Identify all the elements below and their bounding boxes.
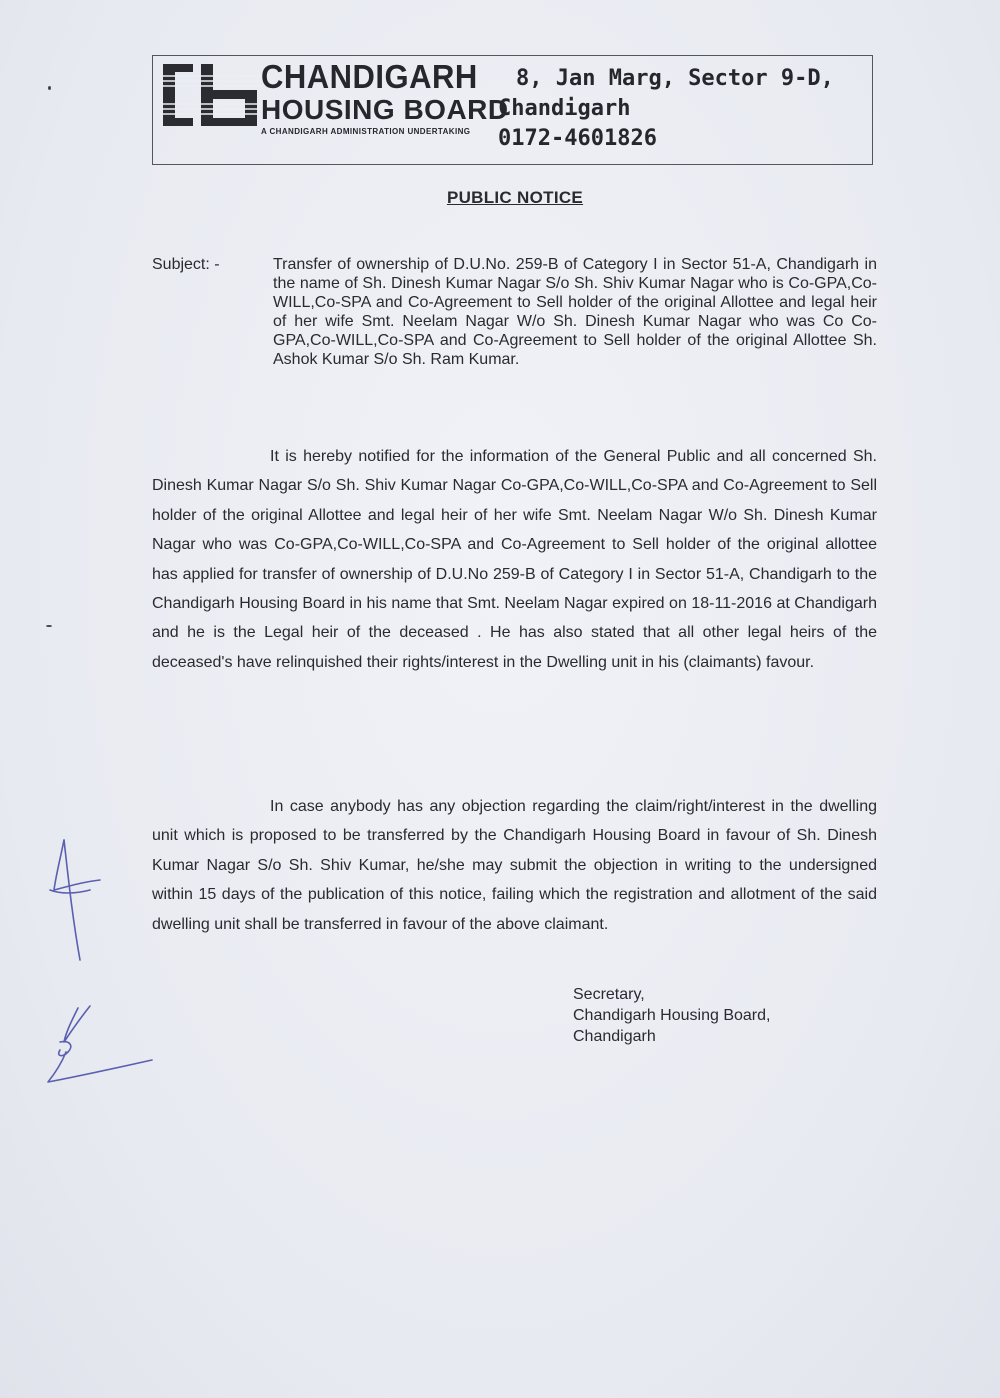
org-name-line1: CHANDIGARH [261, 57, 478, 96]
organization-name [261, 57, 509, 136]
signatory-organization: Chandigarh Housing Board, [573, 1007, 771, 1024]
org-name-line2: HOUSING BOARD [261, 94, 509, 125]
org-tagline: A CHANDIGARH ADMINISTRATION UNDERTAKING [261, 127, 471, 136]
org-address [498, 64, 858, 154]
paragraph-2-text: In case anybody has any objection regarding the claim/right/interest in the dwelling unit which is proposed to be transferred by the Chandigarh Housing Board in favour of Sh. Dinesh Kumar Nagar S/o Sh. Shiv Kumar, he/she may submit the objection in writing to the undersigned within 15 days of the publication of this notice, failing which the registration and allotment of the said dwelling unit shall be transferred in favour of the above claimant. [152, 798, 877, 933]
scan-speck [48, 86, 51, 90]
scan-speck [46, 625, 52, 627]
address-line2: Chandigarh [498, 96, 631, 121]
signatory-city: Chandigarh [573, 1028, 656, 1045]
phone-number: 0172-4601826 [498, 126, 657, 151]
address-line1: 8, Jan Marg, Sector 9-D, [516, 66, 834, 91]
signatory-title: Secretary, [573, 986, 645, 1003]
signatory-block [573, 984, 770, 1047]
handwritten-initials [20, 820, 160, 1100]
subject-label: Subject: - [152, 256, 220, 273]
paragraph-1-text: It is hereby notified for the information of the General Public and all concerned Sh. Dinesh Kumar Nagar S/o Sh. Shiv Kumar Nagar Co-GPA,Co-WILL,Co-SPA and Co-Agreement to Sell holder of the original Allottee and legal heir of her wife Smt. Neelam Nagar W/o Sh. Dinesh Kumar Nagar who was Co-GPA,Co-WILL,Co-SPA and Co-Agreement to Sell holder of the original allottee has applied for transfer of ownership of D.U.No 259-B of Category I in Sector 51-A, Chandigarh to the Chandigarh Housing Board in his name that Smt. Neelam Nagar expired on 18-11-2016 at Chandigarh and he is the Legal heir of the deceased . He has also stated that all other legal heirs of the deceased's have relinquished their rights/interest in the Dwelling unit in his (claimants) favour. [152, 448, 877, 671]
body-paragraph-2 [152, 792, 877, 939]
notice-title: PUBLIC NOTICE [446, 188, 584, 207]
subject-text: Transfer of ownership of D.U.No. 259-B of Category I in Sector 51-A, Chandigarh in the name of Sh. Dinesh Kumar Nagar S/o Sh. Shiv Kumar Nagar who is Co-GPA,Co-WILL,Co-SPA and Co-Agreement to Sell holder of the original Allottee and legal heir of her wife Smt. Neelam Nagar W/o Sh. Dinesh Kumar Nagar who was Co Co-GPA,Co-WILL,Co-SPA and Co-Agreement to Sell holder of the original Allottee Sh. Ashok Kumar S/o Sh. Ram Kumar. [273, 256, 877, 368]
chb-logo-icon [161, 64, 261, 126]
letterhead-box [152, 55, 873, 165]
body-paragraph-1 [152, 442, 877, 677]
